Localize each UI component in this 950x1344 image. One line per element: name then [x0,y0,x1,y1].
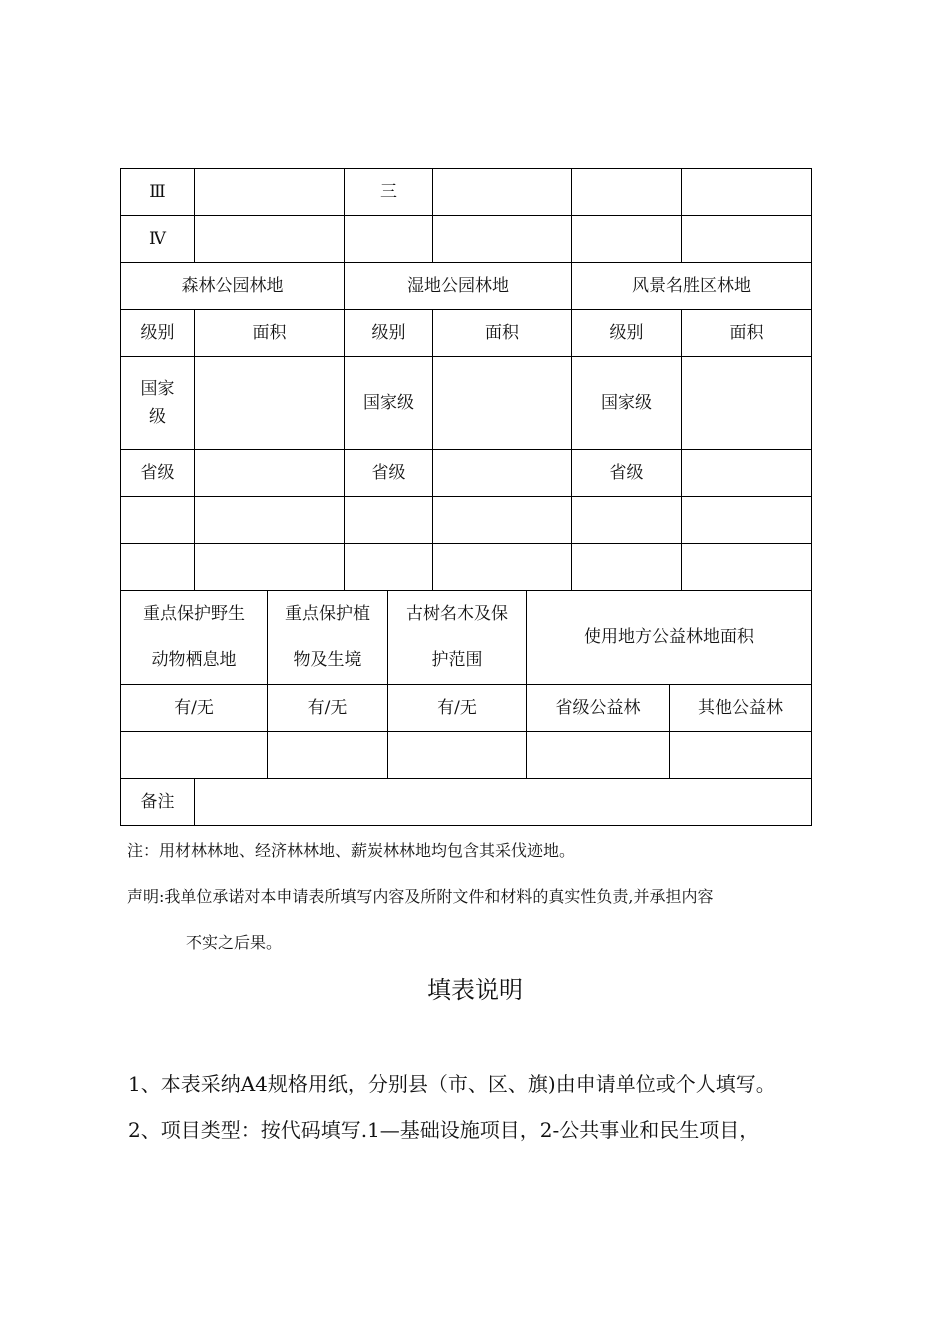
header-level: 级别 [121,310,195,357]
table-row [121,310,812,357]
table-cell[interactable] [121,544,195,591]
label-national-level [121,357,195,450]
table-cell[interactable] [195,216,345,263]
table-cell[interactable] [527,731,670,778]
table-row [121,591,812,684]
table-cell[interactable] [388,731,527,778]
header-line: 古树名木及保 [406,604,508,625]
table-cell[interactable] [433,450,572,497]
table-cell[interactable] [433,544,572,591]
table-cell[interactable] [268,731,388,778]
yes-no-label: 有/无 [121,684,268,731]
header-other-public-forest: 其他公益林 [670,684,812,731]
header-ancient-trees [388,591,527,684]
table-cell[interactable] [195,450,345,497]
table-cell[interactable] [195,169,345,216]
header-area: 面积 [433,310,572,357]
header-provincial-public-forest: 省级公益林 [527,684,670,731]
table-cell[interactable] [433,169,572,216]
table-row [121,497,812,544]
table-row [121,216,812,263]
header-level: 级别 [345,310,433,357]
table-row [121,450,812,497]
table-cell[interactable] [121,731,268,778]
table-cell[interactable] [682,169,812,216]
table-cell[interactable] [433,216,572,263]
header-line: 重点保护植 [285,604,370,625]
yes-no-label: 有/无 [268,684,388,731]
label-provincial-level: 省级 [121,450,195,497]
header-line: 动物栖息地 [151,650,237,671]
label-provincial-level: 省级 [345,450,433,497]
yes-no-label: 有/无 [388,684,527,731]
table-cell[interactable] [195,544,345,591]
land-use-table-bottom [120,591,812,826]
table-cell[interactable] [195,357,345,450]
table-cell[interactable] [572,169,682,216]
table-cell[interactable] [670,731,812,778]
remarks-label: 备注 [121,778,195,825]
table-cell[interactable] [682,497,812,544]
land-use-table-top [120,168,812,591]
label-provincial-level: 省级 [572,450,682,497]
table-cell[interactable] [433,497,572,544]
header-public-forest-area: 使用地方公益林地面积 [527,591,812,684]
table-cell[interactable] [345,544,433,591]
header-wetland-park: 湿地公园林地 [345,263,572,310]
instruction-item: 2、项目类型：按代码填写.1—基础设施项目，2-公共事业和民生项目， [128,1118,760,1142]
table-cell[interactable] [572,497,682,544]
header-scenic-area: 风景名胜区林地 [572,263,812,310]
label-national-level: 国家级 [345,357,433,450]
declaration-text: 声明:我单位承诺对本申请表所填写内容及所附文件和材料的真实性负责,并承担内容 [127,887,714,906]
table-cell[interactable] [121,497,195,544]
row-label-III: Ⅲ [121,169,195,216]
label-line: 国家 [140,379,175,399]
row-label-IV: Ⅳ [121,216,195,263]
table-row [121,357,812,450]
row-label-san: 三 [345,169,433,216]
table-cell[interactable] [345,497,433,544]
declaration-text-continued: 不实之后果。 [186,933,283,952]
table-cell[interactable] [195,497,345,544]
table-cell[interactable] [572,544,682,591]
table-row [121,169,812,216]
table-cell[interactable] [682,450,812,497]
instruction-item: 1、本表采纳A4规格用纸，分别县（市、区、旗)由申请单位或个人填写。 [128,1072,776,1096]
table-cell[interactable] [433,357,572,450]
table-row [121,263,812,310]
header-area: 面积 [195,310,345,357]
label-national-level: 国家级 [572,357,682,450]
label-line: 级 [149,407,166,427]
table-cell[interactable] [682,357,812,450]
header-wildlife-habitat [121,591,268,684]
table-cell[interactable] [682,544,812,591]
instructions-title: 填表说明 [427,976,523,1004]
table-note: 注：用材林林地、经济林林地、薪炭林林地均包含其采伐迹地。 [127,841,576,860]
header-line: 重点保护野生 [143,604,245,625]
table-cell[interactable] [345,216,433,263]
header-protected-plants [268,591,388,684]
header-area: 面积 [682,310,812,357]
table-row [121,731,812,778]
header-line: 护范围 [431,650,483,671]
header-forest-park: 森林公园林地 [121,263,345,310]
remarks-field[interactable] [195,778,812,825]
table-row [121,778,812,825]
table-row [121,684,812,731]
table-cell[interactable] [682,216,812,263]
table-cell[interactable] [572,216,682,263]
table-row [121,544,812,591]
header-level: 级别 [572,310,682,357]
header-line: 物及生境 [293,650,362,671]
